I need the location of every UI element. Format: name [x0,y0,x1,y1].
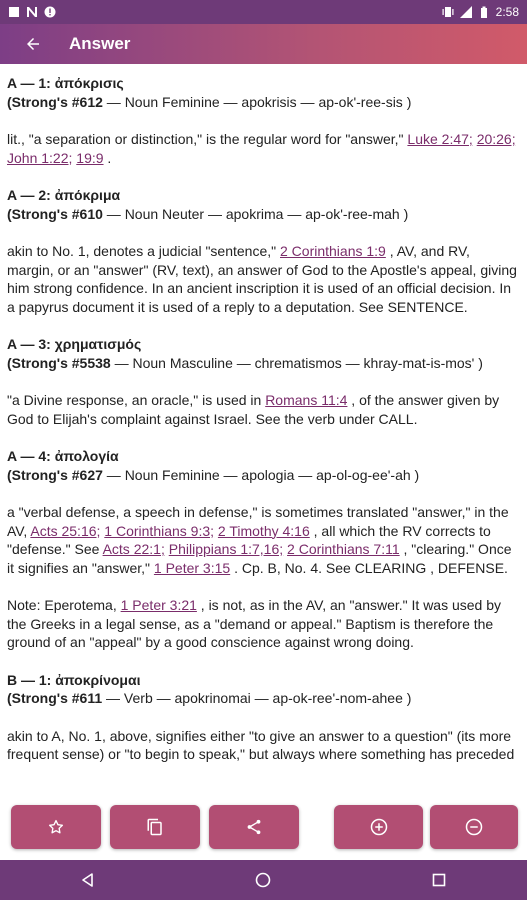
signal-icon [460,6,472,18]
definition-paragraph: akin to A, No. 1, above, signifies either "to give an answer to a question" (its more frequent sense) or "to begin to speak," but always where something has preceded [7,727,515,762]
scripture-link[interactable]: 1 Peter 3:15 [153,559,231,576]
scripture-link[interactable]: Acts 22:1; [102,541,165,557]
scripture-link[interactable]: 19:9 [76,149,104,166]
definition-paragraph: akin to No. 1, denotes a judicial "sentence," 2 Corinthians 1:9 , AV, and RV, margin, or an "answer" (RV, text), an answer of God to the Apostle's appeal, giving him strong confidence. In an ancient inscription it is used of an official decision. In a papyrus document it is used of a reply to a deputation. See SENTENCE. [7,243,517,315]
copy-button[interactable] [110,805,200,849]
entries-list [0,64,527,764]
entry-heading: B — 1: ἀποκρίνομαι [7,671,141,688]
scripture-link[interactable]: 2 Corinthians 1:9 [280,243,386,259]
alert-icon [44,6,56,18]
circle-home-icon [254,871,272,889]
system-nav-bar [0,860,527,900]
definition-paragraph: a "verbal defense, a speech in defense," is sometimes translated "answer," in the AV, Acts 25:16; 1 Corinthians 9:3; 2 Timothy 4:16 , all which the RV corrects to "defense." See Acts 22:1; Philippians 1:7,16; 2 Corinthians 7:11 , "clearing." Once it signifies an "answer," 1 Peter 3:15 . Cp. B, No. 4. See CLEARING , DEFENSE. [7,504,512,576]
scripture-link[interactable]: Acts 25:16; [30,522,101,539]
scripture-link[interactable]: John 1:22; [7,149,73,166]
note-paragraph: Note: Eperotema, 1 Peter 3:21 , is not, as in the AV, an "answer." It was used by the Greeks in a legal sense, as a "demand or appeal." Baptism is therefore the ground of an "appeal" by a good conscience against wrong doing. [7,597,502,650]
zoom-out-button[interactable] [430,805,518,849]
nav-home-button[interactable] [249,866,277,894]
scripture-link[interactable]: 2 Timothy 4:16 [217,522,310,539]
back-button[interactable] [22,33,44,55]
zoom-in-button[interactable] [334,805,423,849]
zoom-in-icon [369,817,389,837]
scripture-link[interactable]: Romans 11:4 [265,392,348,408]
triangle-back-icon [80,872,96,888]
definition-paragraph: "a Divine response, an oracle," is used in Romans 11:4 , of the answer given by God to Elijah's complaint against Israel. See the verb under CALL. [7,392,500,427]
copy-icon [146,818,164,836]
star-outline-icon [47,818,65,836]
definition-paragraph: lit., "a separation or distinction," is the regular word for "answer," Luke 2:47; 20:26; John 1:22; 19:9 . [7,131,516,166]
favorite-button[interactable] [11,805,101,849]
nav-recents-button[interactable] [425,866,453,894]
strongs-number: (Strong's #627 [7,466,103,483]
strongs-number: (Strong's #612 [7,93,103,110]
n-icon [26,6,38,18]
strongs-line: (Strong's #611 — Verb — apokrinomai — ap-ok-ree'-nom-ahee ) [7,690,412,706]
strongs-line: (Strong's #5538 — Noun Masculine — chrematismos — khray-mat-is-mos' ) [7,354,483,371]
arrow-back-icon [24,35,42,53]
scripture-link[interactable]: Philippians 1:7,16; [168,541,284,557]
strongs-line: (Strong's #610 — Noun Neuter — apokrima — ap-ok'-ree-mah ) [7,205,409,222]
scripture-link[interactable]: 20:26; [476,131,516,147]
scripture-link[interactable]: 1 Corinthians 9:3; [104,522,215,539]
scripture-link[interactable]: 2 Corinthians 7:11 [287,541,400,557]
zoom-out-icon [464,817,484,837]
nav-back-button[interactable] [74,866,102,894]
vibrate-icon [442,6,454,18]
status-notifications [0,6,56,18]
square-recents-icon [431,872,447,888]
share-icon [245,818,263,836]
answer-content[interactable] [0,64,527,860]
share-button[interactable] [209,805,299,849]
strongs-number: (Strong's #5538 [7,354,111,371]
entry-heading: A — 3: χρηματισμός [7,336,142,352]
battery-icon [478,6,490,18]
status-bar [0,0,527,24]
page-title: Answer [69,34,131,53]
strongs-line: (Strong's #612 — Noun Feminine — apokrisis — ap-ok'-ree-sis ) [7,93,412,110]
entry-heading: A — 2: ἀπόκριμα [7,187,121,203]
strongs-number: (Strong's #610 [7,205,103,222]
scripture-link[interactable]: 1 Peter 3:21 [120,597,197,613]
status-time: 2:58 [495,5,519,19]
strongs-number: (Strong's #611 [7,690,103,706]
square-icon [8,6,20,18]
entry-heading: A — 4: ἀπολογία [7,448,119,464]
scripture-link[interactable]: Luke 2:47; [407,131,473,147]
strongs-line: (Strong's #627 — Noun Feminine — apologia — ap-ol-og-ee'-ah ) [7,466,420,483]
app-bar [0,24,527,64]
entry-heading: A — 1: ἀπόκρισις [7,75,124,91]
